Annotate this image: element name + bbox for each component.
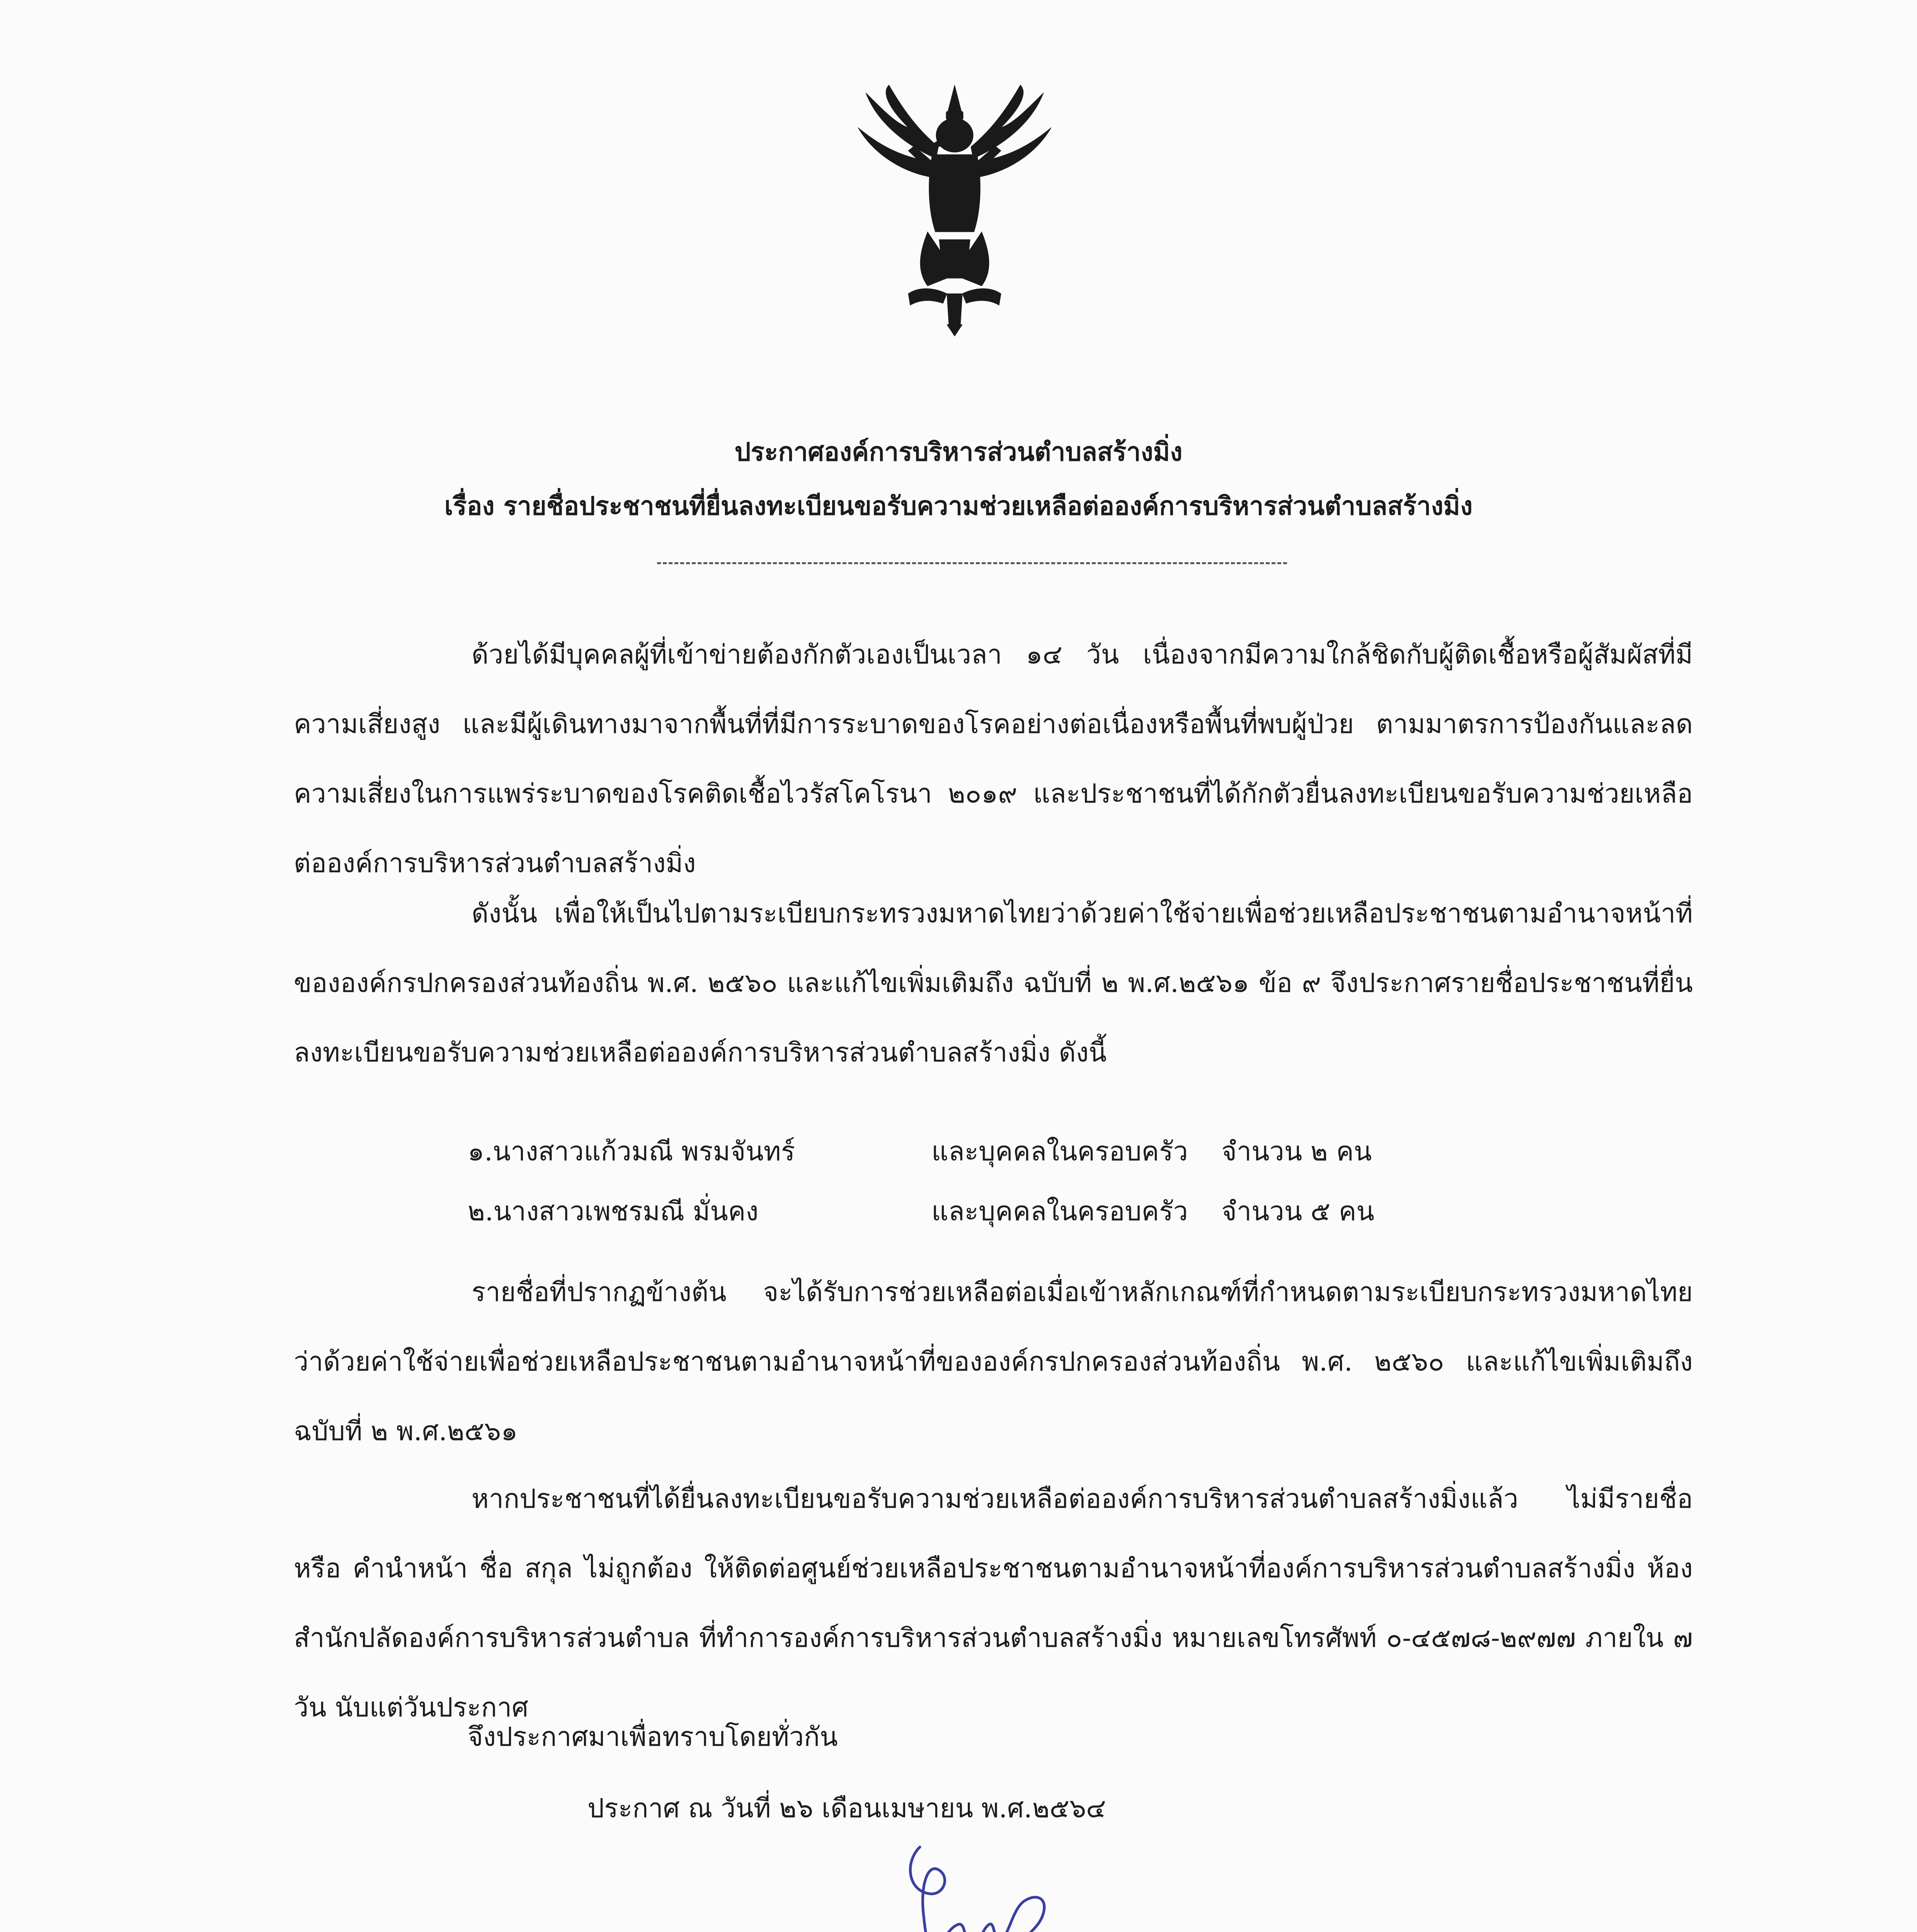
announcement-date: ประกาศ ณ วันที่ ๒๖ เดือนเมษายน พ.ศ.๒๕๖๔ — [587, 1793, 1106, 1824]
list-item-name: ๒.นางสาวเพชรมณี มั่นคง — [468, 1196, 759, 1227]
body-paragraph-2: ดังนั้น เพื่อให้เป็นไปตามระเบียบกระทรวงมหาดไทยว่าด้วยค่าใช้จ่ายเพื่อช่วยเหลือประชาชนตามอำนาจหน้าที่ขององค์กรปกครองส่วนท้องถิ่น พ.ศ. ๒๕๖๐ และแก้ไขเพิ่มเติมถึง ฉบับที่ ๒ พ.ศ.๒๕๖๑ ข้อ ๙ จึงประกาศรายชื่อประชาชนที่ยื่นลงทะเบียนขอรับความช่วยเหลือต่อองค์การบริหารส่วนตำบลสร้างมิ่ง ดังนี้ — [294, 898, 1693, 1068]
list-item-family: และบุคคลในครอบครัว — [931, 1136, 1188, 1167]
body-paragraph-1: ด้วยได้มีบุคคลผู้ที่เข้าข่ายต้องกักตัวเองเป็นเวลา ๑๔ วัน เนื่องจากมีความใกล้ชิดกับผู้ติดเชื้อหรือผู้สัมผัสที่มีความเสี่ยงสูง และมีผู้เดินทางมาจากพื้นที่ที่มีการระบาดของโรคอย่างต่อเนื่องหรือพื้นที่พบผู้ป่วย ตามมาตรการป้องกันและลดความเสี่ยงในการแพร่ระบาดของโรคติดเชื้อไวรัสโคโรนา ๒๐๑๙ และประชาชนที่ได้กักตัวยื่นลงทะเบียนขอรับความช่วยเหลือต่อองค์การบริหารส่วนตำบลสร้างมิ่ง — [294, 639, 1693, 879]
list-item-count: จำนวน ๒ คน — [1221, 1136, 1372, 1167]
list-item-name: ๑.นางสาวแก้วมณี พรมจันทร์ — [468, 1136, 795, 1167]
announcement-title: ประกาศองค์การบริหารส่วนตำบลสร้างมิ่ง — [734, 437, 1183, 467]
handwritten-signature — [862, 1832, 1109, 1932]
dashed-divider — [657, 562, 1287, 564]
garuda-emblem-icon — [831, 77, 1078, 340]
body-paragraph-4: หากประชาชนที่ได้ยื่นลงทะเบียนขอรับความช่วยเหลือต่อองค์การบริหารส่วนตำบลสร้างมิ่งแล้ว ไม่มีรายชื่อหรือ คำนำหน้า ชื่อ สกุล ไม่ถูกต้อง ให้ติดต่อศูนย์ช่วยเหลือประชาชนตามอำนาจหน้าที่องค์การบริหารส่วนตำบลสร้างมิ่ง ห้องสำนักปลัดองค์การบริหารส่วนตำบล ที่ทำการองค์การบริหารส่วนตำบลสร้างมิ่ง หมายเลขโทรศัพท์ ๐-๔๕๗๘-๒๙๗๗ ภายใน ๗ วัน นับแต่วันประกาศ — [294, 1484, 1693, 1723]
list-item-count: จำนวน ๕ คน — [1221, 1196, 1374, 1227]
list-item-family: และบุคคลในครอบครัว — [931, 1196, 1188, 1227]
body-paragraph-3: รายชื่อที่ปรากฏข้างต้น จะได้รับการช่วยเหลือต่อเมื่อเข้าหลักเกณฑ์ที่กำหนดตามระเบียบกระทรวงมหาดไทยว่าด้วยค่าใช้จ่ายเพื่อช่วยเหลือประชาชนตามอำนาจหน้าที่ขององค์กรปกครองส่วนท้องถิ่น พ.ศ. ๒๕๖๐ และแก้ไขเพิ่มเติมถึง ฉบับที่ ๒ พ.ศ.๒๕๖๑ — [294, 1277, 1693, 1447]
announcement-subject: เรื่อง รายชื่อประชาชนที่ยื่นลงทะเบียนขอรับความช่วยเหลือต่อองค์การบริหารส่วนตำบลสร้างมิ่ง — [444, 491, 1473, 521]
closing-statement: จึงประกาศมาเพื่อทราบโดยทั่วกัน — [468, 1722, 838, 1752]
